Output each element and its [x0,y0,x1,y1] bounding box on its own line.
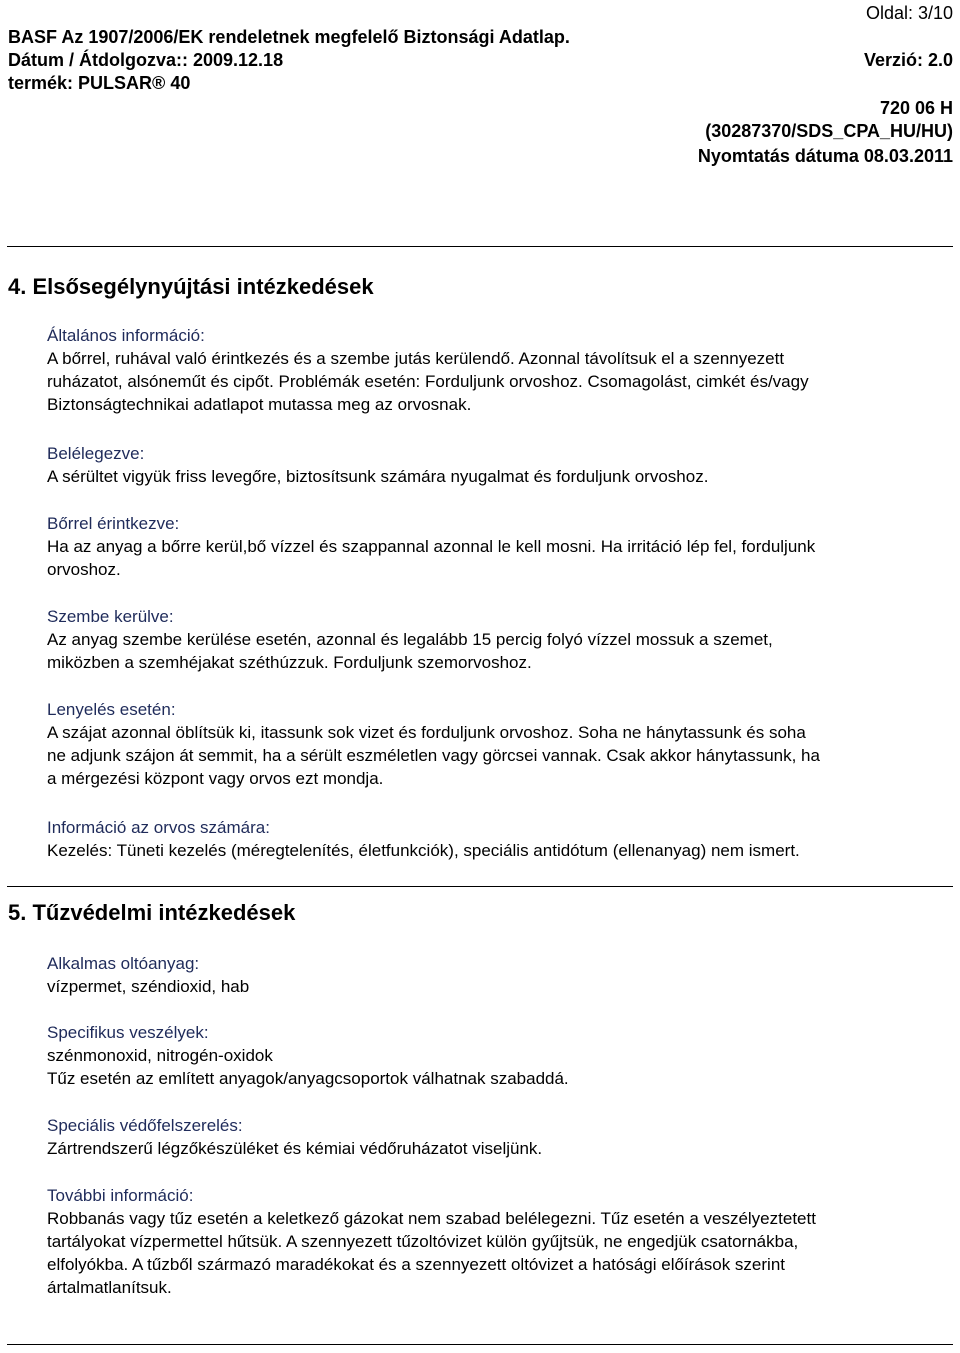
further-info-label: További információ: [47,1186,194,1205]
further-info-line: Robbanás vagy tűz esetén a keletkező gázokat nem szabad belélegezni. Tűz esetén a veszélyeztetett [47,1209,816,1228]
general-info-line: A bőrrel, ruhával való érintkezés és a szembe jutás kerülendő. Azonnal távolítsuk el a szennyezett [47,349,785,368]
ingestion-line: ne adjunk szájon át semmit, ha a sérült eszméletlen vagy görcsei vannak. Csak akkor hánytassunk, ha [47,746,820,765]
further-info-line: elfolyókba. A tűzből származó maradékokat és a szennyezett oltóvizet a hatósági előírások szerint [47,1255,786,1274]
skin-contact-line: orvoshoz. [47,560,121,579]
inhalation-text: A sérültet vigyük friss levegőre, biztosítsunk számára nyugalmat és forduljunk orvoshoz. [47,467,709,486]
inhalation-label: Belélegezve: [47,444,145,463]
further-info-line: ártalmatlanítsuk. [47,1278,172,1297]
product-code: 720 06 H [879,98,953,118]
eye-contact-line: miközben a szemhéjakat széthúzzuk. Forduljunk szemorvoshoz. [47,653,532,672]
skin-contact-label: Bőrrel érintkezve: [47,514,180,533]
product-name: PULSAR® 40 [78,73,191,93]
sds-code: (30287370/SDS_CPA_HU/HU) [705,121,953,141]
further-info-line: tartályokat vízpermettel hűtsük. A szennyezett tűzoltóvizet külön gyűjtsük, ne engedjük csatornákba, [47,1232,799,1251]
protective-equipment-text: Zártrendszerű légzőkészüléket és kémiai védőruházatot viseljünk. [47,1139,543,1158]
eye-contact-label: Szembe kerülve: [47,607,174,626]
print-date: Nyomtatás dátuma 08.03.2011 [697,146,953,166]
product-line [8,72,190,94]
section-divider [7,246,953,247]
general-info-line: Biztonságtechnikai adatlapot mutassa meg az orvosnak. [47,395,472,414]
ingestion-label: Lenyelés esetén: [47,700,176,719]
version: Verzió: 2.0 [863,50,953,70]
section-divider [7,886,953,887]
revision-date: Dátum / Átdolgozva:: 2009.12.18 [8,50,284,70]
specific-hazards-line: szénmonoxid, nitrogén-oxidok [47,1046,273,1065]
section-5-title: 5. Tűzvédelmi intézkedések [8,900,296,925]
extinguishing-media-text: vízpermet, széndioxid, hab [47,977,250,996]
eye-contact-line: Az anyag szembe kerülése esetén, azonnal és legalább 15 percig folyó vízzel mossuk a szemet, [47,630,773,649]
document-title: BASF Az 1907/2006/EK rendeletnek megfelelő Biztonsági Adatlap. [8,27,570,47]
general-info-line: ruházatot, alsóneműt és cipőt. Problémák esetén: Forduljunk orvoshoz. Csomagolást, cimkét és/vagy [47,372,809,391]
doctor-info-label: Információ az orvos számára: [47,818,270,837]
skin-contact-line: Ha az anyag a bőrre kerül,bő vízzel és szappannal azonnal le kell mosni. Ha irritáció lép fel, forduljunk [47,537,816,556]
page-number: Oldal: 3/10 [865,3,953,23]
general-info-label: Általános információ: [47,326,205,345]
specific-hazards-label: Specifikus veszélyek: [47,1023,209,1042]
section-4-title: 4. Elsősegélynyújtási intézkedések [8,274,374,299]
footer-divider [7,1344,953,1345]
ingestion-line: a mérgezési központ vagy orvos ezt mondja. [47,769,384,788]
extinguishing-media-label: Alkalmas oltóanyag: [47,954,200,973]
protective-equipment-label: Speciális védőfelszerelés: [47,1116,243,1135]
doctor-info-text: Kezelés: Tüneti kezelés (méregtelenítés, életfunkciók), speciális antidótum (ellenanyag) nem ismert. [47,841,800,860]
product-label: termék: [8,73,74,93]
specific-hazards-line: Tűz esetén az említett anyagok/anyagcsoportok válhatnak szabaddá. [47,1069,569,1088]
ingestion-line: A szájat azonnal öblítsük ki, itassunk sok vizet és forduljunk orvoshoz. Soha ne hánytassunk és soha [47,723,806,742]
